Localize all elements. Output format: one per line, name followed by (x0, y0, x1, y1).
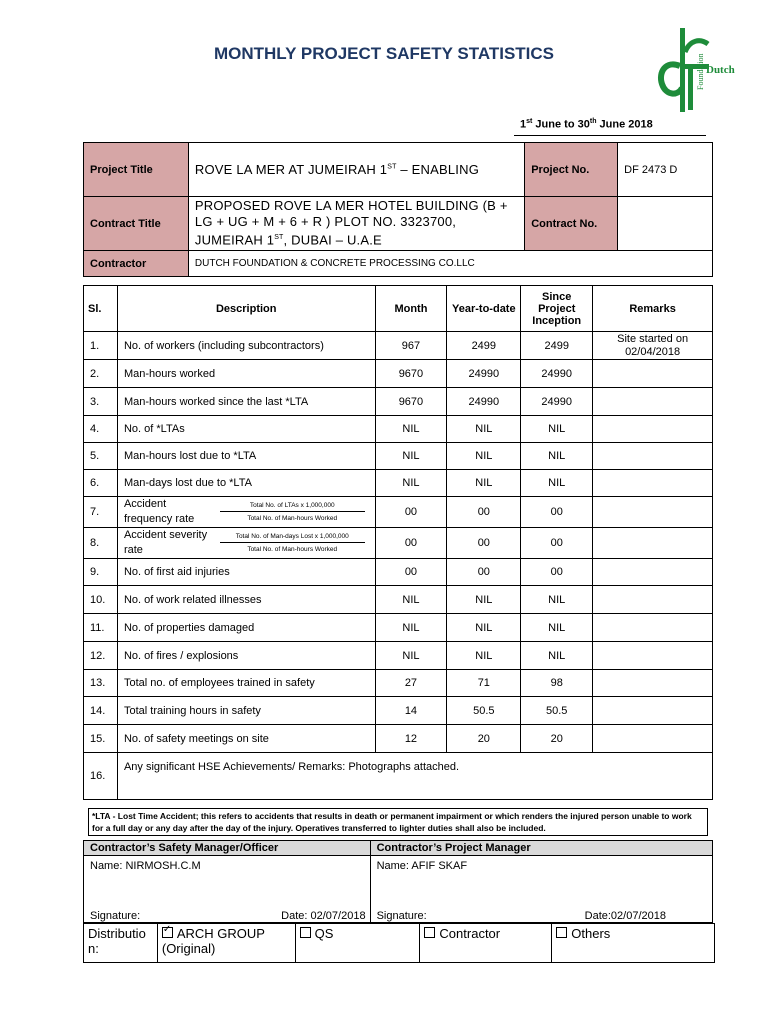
row-remarks (593, 559, 713, 586)
row-remarks (593, 670, 713, 697)
row-sl: 12. (84, 642, 118, 670)
row-remarks (593, 360, 713, 388)
row-sl: 11. (84, 614, 118, 642)
row-remarks (593, 642, 713, 670)
formula-denominator: Total No. of Man-hours Worked (247, 515, 338, 522)
row-sl: 3. (84, 388, 118, 416)
table-row (84, 697, 713, 725)
row-ytd: 2499 (447, 332, 521, 360)
lta-definition-note: *LTA - Lost Time Accident; this refers to accidents that results in death or permanent impairment or which renders the injured person unable to work for a full day or any day after the day of the injury. Operatives transferred to lighter duties shall also be included. (88, 808, 708, 836)
row-since-inception: NIL (521, 443, 593, 470)
row-remarks (593, 443, 713, 470)
row-sl: 9. (84, 559, 118, 586)
row-month: 00 (375, 497, 447, 528)
row-remarks (593, 416, 713, 443)
safety-manager-header: Contractor’s Safety Manager/Officer (84, 841, 371, 856)
row-sl: 15. (84, 725, 118, 753)
row-remarks (593, 697, 713, 725)
row-since-inception: NIL (521, 470, 593, 497)
row-since-inception: NIL (521, 614, 593, 642)
row-since-inception: 00 (521, 528, 593, 559)
row-ytd: 24990 (447, 388, 521, 416)
row-sl: 16. (84, 753, 118, 800)
row-since-inception: 00 (521, 497, 593, 528)
row-since-inception: 24990 (521, 388, 593, 416)
project-manager-name: Name: AFIF SKAF (376, 860, 468, 872)
row-description (117, 528, 375, 559)
row-description: Man-hours worked (117, 360, 375, 388)
table-row (84, 642, 713, 670)
row-ytd: NIL (447, 642, 521, 670)
col-remarks: Remarks (593, 286, 713, 332)
project-manager-cell (370, 856, 712, 923)
row-ytd: 71 (447, 670, 521, 697)
formula-numerator: Total No. of LTAs x 1,000,000 (220, 502, 365, 512)
report-period: 1st June to 30th June 2018 (520, 118, 653, 131)
row-ytd: 00 (447, 528, 521, 559)
row-month: NIL (375, 470, 447, 497)
table-header-row (84, 286, 713, 332)
row-month: 14 (375, 697, 447, 725)
safety-manager-cell (84, 856, 371, 923)
safety-statistics-table (83, 285, 713, 800)
safety-manager-date: Date: 02/07/2018 (281, 910, 366, 922)
row-month: 9670 (375, 388, 447, 416)
row-sl: 8. (84, 528, 118, 559)
table-row (84, 753, 713, 800)
table-row (84, 614, 713, 642)
row-ytd: 50.5 (447, 697, 521, 725)
row-description: Any significant HSE Achievements/ Remarks: Photographs attached. (117, 753, 712, 800)
signoff-table (83, 840, 713, 923)
logo-text-vertical: Foundation (696, 53, 705, 90)
distribution-option-arch-group[interactable]: ✓ARCH GROUP (Original) (157, 924, 295, 963)
row-since-inception: 98 (521, 670, 593, 697)
row-sl: 13. (84, 670, 118, 697)
row-month: NIL (375, 614, 447, 642)
row-description: No. of properties damaged (117, 614, 375, 642)
project-manager-date: Date:02/07/2018 (584, 910, 666, 922)
row-sl: 2. (84, 360, 118, 388)
table-row (84, 670, 713, 697)
table-row (84, 332, 713, 360)
col-sl: Sl. (84, 286, 118, 332)
row-ytd: NIL (447, 443, 521, 470)
row-since-inception: NIL (521, 586, 593, 614)
safety-manager-signature: Signature: (90, 910, 141, 922)
row-remarks (593, 586, 713, 614)
row-description: No. of *LTAs (117, 416, 375, 443)
distribution-option-contractor[interactable]: Contractor (420, 924, 552, 963)
rate-formula (216, 533, 369, 553)
row-remarks (593, 725, 713, 753)
company-logo (654, 26, 740, 114)
row-sl: 7. (84, 497, 118, 528)
checkbox-icon[interactable] (424, 927, 435, 938)
project-no-label: Project No. (525, 143, 618, 197)
row-remarks (593, 614, 713, 642)
row-description (117, 497, 375, 528)
row-description: No. of work related illnesses (117, 586, 375, 614)
distribution-table (83, 923, 715, 963)
row-since-inception: 20 (521, 725, 593, 753)
row-ytd: NIL (447, 470, 521, 497)
row-sl: 5. (84, 443, 118, 470)
row-sl: 10. (84, 586, 118, 614)
row-ytd: 20 (447, 725, 521, 753)
table-row (84, 725, 713, 753)
row-month: 00 (375, 528, 447, 559)
table-row (84, 388, 713, 416)
col-description: Description (117, 286, 375, 332)
row-month: 00 (375, 559, 447, 586)
row-ytd: NIL (447, 416, 521, 443)
row-sl: 1. (84, 332, 118, 360)
row-remarks (593, 388, 713, 416)
contract-title-value: PROPOSED ROVE LA MER HOTEL BUILDING (B + LG + UG + M + 6 + R ) PLOT NO. 3323700, JUMEIRAH 1ST, DUBAI – U.A.E (188, 197, 524, 251)
contractor-label: Contractor (84, 251, 189, 277)
row-since-inception: NIL (521, 642, 593, 670)
row-since-inception: 2499 (521, 332, 593, 360)
col-ytd: Year-to-date (447, 286, 521, 332)
row-sl: 4. (84, 416, 118, 443)
contract-no-label: Contract No. (525, 197, 618, 251)
rate-name: Accident severity rate (123, 529, 208, 556)
row-month: NIL (375, 586, 447, 614)
formula-numerator: Total No. of Man-days Lost x 1,000,000 (220, 533, 365, 543)
row-month: 967 (375, 332, 447, 360)
checkbox-icon[interactable] (556, 927, 567, 938)
row-ytd: 00 (447, 497, 521, 528)
contractor-value: DUTCH FOUNDATION & CONCRETE PROCESSING CO.LLC (188, 251, 712, 277)
distribution-label: Distribution: (84, 924, 158, 963)
row-remarks: Site started on 02/04/2018 (593, 332, 713, 360)
period-underline (514, 135, 706, 136)
project-manager-signature: Signature: (376, 910, 427, 922)
rate-name: Accident frequency rate (123, 498, 195, 525)
contract-no-value (618, 197, 713, 251)
row-description: No. of first aid injuries (117, 559, 375, 586)
project-title-value: ROVE LA MER AT JUMEIRAH 1ST – ENABLING (188, 143, 524, 197)
table-row (84, 416, 713, 443)
distribution-option-qs[interactable]: QS (295, 924, 420, 963)
table-row (84, 528, 713, 559)
row-description: No. of fires / explosions (117, 642, 375, 670)
table-row (84, 497, 713, 528)
logo-text: Dutch (706, 64, 735, 76)
page-title: MONTHLY PROJECT SAFETY STATISTICS (213, 44, 555, 63)
row-since-inception: 50.5 (521, 697, 593, 725)
table-row (84, 443, 713, 470)
formula-denominator: Total No. of Man-hours Worked (247, 546, 338, 553)
row-description: Man-days lost due to *LTA (117, 470, 375, 497)
row-ytd: 24990 (447, 360, 521, 388)
row-description: No. of safety meetings on site (117, 725, 375, 753)
row-month: 12 (375, 725, 447, 753)
project-info-table (83, 142, 713, 277)
project-title-label: Project Title (84, 143, 189, 197)
checkbox-checked-icon[interactable] (162, 927, 173, 938)
row-sl: 14. (84, 697, 118, 725)
col-month: Month (375, 286, 447, 332)
row-month: NIL (375, 642, 447, 670)
row-month: 9670 (375, 360, 447, 388)
row-remarks (593, 528, 713, 559)
row-ytd: NIL (447, 614, 521, 642)
row-description: Total no. of employees trained in safety (117, 670, 375, 697)
table-row (84, 470, 713, 497)
project-no-value: DF 2473 D (618, 143, 713, 197)
row-month: 27 (375, 670, 447, 697)
row-since-inception: NIL (521, 416, 593, 443)
contract-title-label: Contract Title (84, 197, 189, 251)
safety-manager-name: Name: NIRMOSH.C.M (90, 860, 201, 872)
row-ytd: 00 (447, 559, 521, 586)
project-manager-header: Contractor’s Project Manager (370, 841, 712, 856)
col-since-inception: Since Project Inception (521, 286, 593, 332)
row-remarks (593, 497, 713, 528)
row-description: Total training hours in safety (117, 697, 375, 725)
row-description: Man-hours worked since the last *LTA (117, 388, 375, 416)
row-remarks (593, 470, 713, 497)
row-month: NIL (375, 443, 447, 470)
row-sl: 6. (84, 470, 118, 497)
table-row (84, 360, 713, 388)
row-description: No. of workers (including subcontractors) (117, 332, 375, 360)
distribution-option-others[interactable]: Others (552, 924, 715, 963)
checkbox-icon[interactable] (300, 927, 311, 938)
row-ytd: NIL (447, 586, 521, 614)
table-row (84, 586, 713, 614)
rate-formula (216, 502, 369, 522)
table-row (84, 559, 713, 586)
row-since-inception: 00 (521, 559, 593, 586)
row-since-inception: 24990 (521, 360, 593, 388)
row-month: NIL (375, 416, 447, 443)
row-description: Man-hours lost due to *LTA (117, 443, 375, 470)
